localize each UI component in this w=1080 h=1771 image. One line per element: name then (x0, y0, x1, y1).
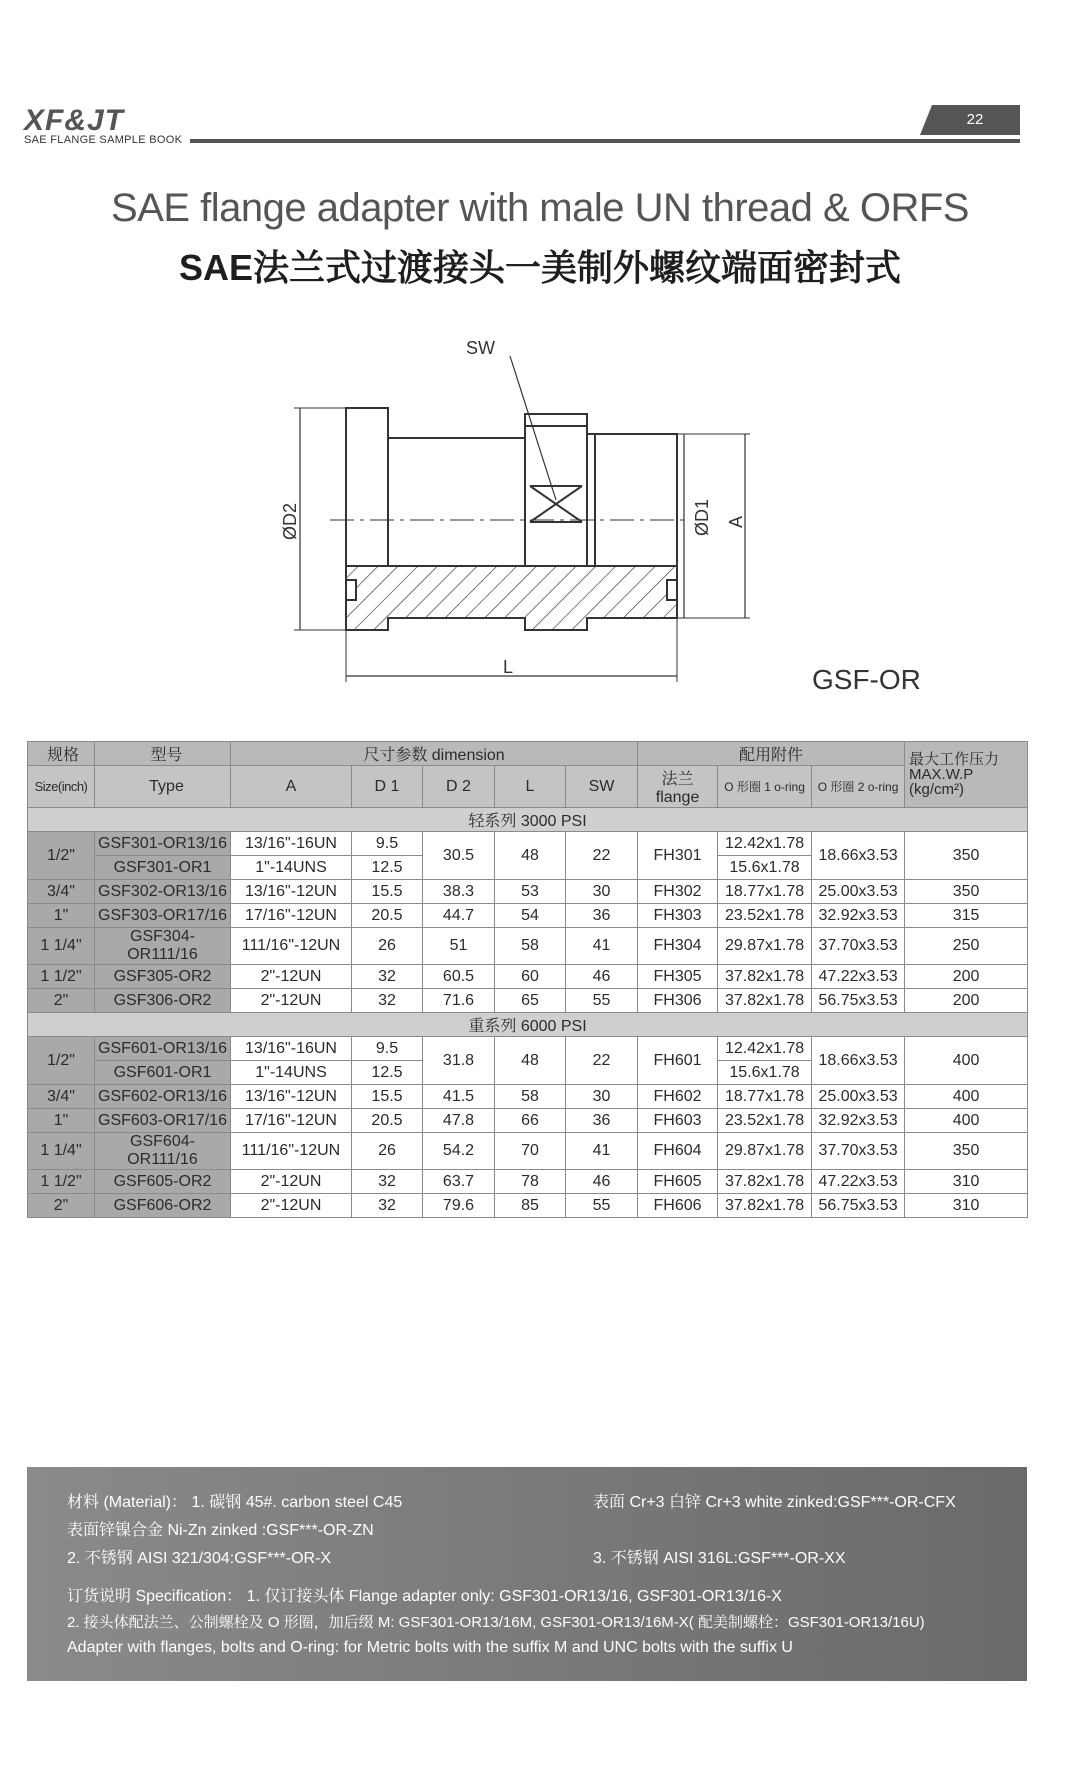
cell-a: 2"-12UN (231, 965, 352, 989)
page-title-cn: SAE法兰式过渡接头一美制外螺纹端面密封式 (178, 247, 902, 288)
cell-pressure: 310 (905, 1170, 1028, 1194)
cell-d2: 31.8 (423, 1037, 495, 1085)
cell-sw: 36 (566, 904, 638, 928)
header-pressure-cn: 最大工作压力 (909, 751, 1000, 768)
cell-oring1: 37.82x1.78 (718, 1170, 812, 1194)
cell-oring1: 29.87x1.78 (718, 1133, 812, 1170)
cell-a: 13/16"-12UN (231, 880, 352, 904)
table-row (28, 928, 1028, 965)
cell-l: 48 (495, 832, 566, 880)
cell-a: 1"-14UNS (231, 1061, 352, 1085)
cell-flange: FH602 (638, 1085, 718, 1109)
header-flange: 法兰 flange (638, 766, 718, 808)
cell-type: GSF306-OR2 (95, 989, 231, 1013)
cell-oring2: 25.00x3.53 (812, 880, 905, 904)
cell-a: 2"-12UN (231, 989, 352, 1013)
header-type: Type (95, 766, 231, 808)
cell-d1: 32 (352, 1194, 423, 1218)
header-pressure (905, 742, 1028, 808)
page-number: 22 (966, 111, 984, 128)
table-row (28, 1194, 1028, 1218)
cell-l: 60 (495, 965, 566, 989)
section-title: 轻系列 3000 PSI (28, 808, 1028, 832)
header-d1: D 1 (352, 766, 423, 808)
model-code: GSF-OR (812, 664, 921, 695)
header-sw: SW (566, 766, 638, 808)
cell-size: 1 1/2" (28, 965, 95, 989)
material-line-2: 表面锌镍合金 Ni-Zn zinked :GSF***-OR-ZN (67, 1522, 374, 1539)
cell-pressure: 200 (905, 965, 1028, 989)
header-pressure-en: MAX.W.P (909, 766, 974, 783)
cell-d2: 44.7 (423, 904, 495, 928)
cell-d1: 9.5 (352, 1037, 423, 1061)
cell-oring2: 25.00x3.53 (812, 1085, 905, 1109)
cell-sw: 46 (566, 1170, 638, 1194)
cell-type: GSF605-OR2 (95, 1170, 231, 1194)
brand-logo: XF&JT (24, 104, 125, 137)
cell-pressure: 400 (905, 1109, 1028, 1133)
cell-oring1: 18.77x1.78 (718, 1085, 812, 1109)
cell-d1: 32 (352, 989, 423, 1013)
cell-d2: 54.2 (423, 1133, 495, 1170)
cell-oring1: 15.6x1.78 (718, 856, 812, 880)
cell-d1: 20.5 (352, 904, 423, 928)
header-oring1: O 形圈 1 o-ring (718, 766, 812, 808)
header-type-cn: 型号 (95, 742, 231, 766)
header-size-cn: 规格 (28, 742, 95, 766)
material-line-1-right: 表面 Cr+3 白锌 Cr+3 white zinked:GSF***-OR-CFX (593, 1494, 956, 1511)
cell-sw: 55 (566, 989, 638, 1013)
cell-flange: FH601 (638, 1037, 718, 1085)
cell-d1: 26 (352, 1133, 423, 1170)
cell-pressure: 250 (905, 928, 1028, 965)
cell-type: GSF304-OR111/16 (95, 928, 231, 965)
cell-sw: 22 (566, 832, 638, 880)
cell-flange: FH604 (638, 1133, 718, 1170)
table-row (28, 965, 1028, 989)
cell-l: 66 (495, 1109, 566, 1133)
cell-size: 1" (28, 1109, 95, 1133)
cell-oring2: 47.22x3.53 (812, 1170, 905, 1194)
cell-l: 48 (495, 1037, 566, 1085)
label-l: L (503, 657, 514, 677)
cell-d2: 71.6 (423, 989, 495, 1013)
cell-flange: FH306 (638, 989, 718, 1013)
cell-oring1: 37.82x1.78 (718, 965, 812, 989)
header-dimension: 尺寸参数 dimension (231, 742, 638, 766)
table-row (28, 1085, 1028, 1109)
cell-a: 2"-12UN (231, 1194, 352, 1218)
cell-oring2: 32.92x3.53 (812, 904, 905, 928)
cell-flange: FH302 (638, 880, 718, 904)
table-row (28, 904, 1028, 928)
cell-oring1: 15.6x1.78 (718, 1061, 812, 1085)
header-accessories: 配用附件 (638, 742, 905, 766)
spec-line-1: 订货说明 Specification： 1. 仅订接头体 Flange adapter only: GSF301-OR13/16, GSF301-OR13/16-X (67, 1588, 782, 1605)
cell-pressure: 200 (905, 989, 1028, 1013)
cell-a: 1"-14UNS (231, 856, 352, 880)
cell-oring1: 37.82x1.78 (718, 1194, 812, 1218)
label-d1: ØD1 (692, 498, 712, 536)
cell-a: 17/16"-12UN (231, 904, 352, 928)
cell-oring1: 23.52x1.78 (718, 904, 812, 928)
cell-d1: 12.5 (352, 856, 423, 880)
label-a: A (726, 515, 746, 528)
page-title-en: SAE flange adapter with male UN thread & ORFS (111, 186, 969, 230)
cell-d2: 47.8 (423, 1109, 495, 1133)
section-row (28, 1013, 1028, 1037)
cell-sw: 41 (566, 928, 638, 965)
cell-oring1: 37.82x1.78 (718, 989, 812, 1013)
cell-d1: 32 (352, 1170, 423, 1194)
cell-type: GSF604-OR111/16 (95, 1133, 231, 1170)
cell-d2: 79.6 (423, 1194, 495, 1218)
table-row (28, 1170, 1028, 1194)
cell-type: GSF301-OR1 (95, 856, 231, 880)
cell-sw: 46 (566, 965, 638, 989)
cell-oring1: 18.77x1.78 (718, 880, 812, 904)
cell-size: 1/2" (28, 1037, 95, 1085)
cell-pressure: 350 (905, 832, 1028, 880)
cell-a: 13/16"-16UN (231, 1037, 352, 1061)
cell-size: 3/4" (28, 1085, 95, 1109)
cell-flange: FH304 (638, 928, 718, 965)
label-sw: SW (466, 338, 495, 358)
cell-l: 53 (495, 880, 566, 904)
cell-a: 13/16"-12UN (231, 1085, 352, 1109)
cell-size: 1" (28, 904, 95, 928)
cell-oring2: 47.22x3.53 (812, 965, 905, 989)
cell-type: GSF606-OR2 (95, 1194, 231, 1218)
cell-pressure: 350 (905, 880, 1028, 904)
section-row (28, 808, 1028, 832)
cell-sw: 30 (566, 880, 638, 904)
cell-type: GSF302-OR13/16 (95, 880, 231, 904)
cell-pressure: 400 (905, 1085, 1028, 1109)
brand-subtitle: SAE FLANGE SAMPLE BOOK (24, 134, 183, 146)
spec-line-2: 2. 接头体配法兰、公制螺栓及 O 形圈，加后缀 M: GSF301-OR13/16M, GSF301-OR13/16M-X( 配美制螺栓：GSF301-OR13/16U) (67, 1614, 925, 1631)
cell-d1: 20.5 (352, 1109, 423, 1133)
cell-oring2: 37.70x3.53 (812, 928, 905, 965)
spec-table (27, 741, 1028, 1218)
material-line-3: 2. 不锈钢 AISI 321/304:GSF***-OR-X (67, 1550, 332, 1567)
cell-size: 3/4" (28, 880, 95, 904)
cell-flange: FH603 (638, 1109, 718, 1133)
header-size: Size(inch) (28, 766, 95, 808)
cell-oring2: 18.66x3.53 (812, 832, 905, 880)
cell-oring2: 18.66x3.53 (812, 1037, 905, 1085)
cell-pressure: 315 (905, 904, 1028, 928)
table-row (28, 989, 1028, 1013)
table-row (28, 832, 1028, 856)
cell-size: 1/2" (28, 832, 95, 880)
cell-sw: 30 (566, 1085, 638, 1109)
header-d2: D 2 (423, 766, 495, 808)
cell-d1: 15.5 (352, 1085, 423, 1109)
header-l: L (495, 766, 566, 808)
cell-type: GSF305-OR2 (95, 965, 231, 989)
cell-l: 85 (495, 1194, 566, 1218)
cell-flange: FH301 (638, 832, 718, 880)
spec-line-3: Adapter with flanges, bolts and O-ring: for Metric bolts with the suffix M and UNC bolts with the suffix U (67, 1639, 793, 1656)
cell-pressure: 350 (905, 1133, 1028, 1170)
cell-type: GSF603-OR17/16 (95, 1109, 231, 1133)
cell-size: 1 1/2" (28, 1170, 95, 1194)
cell-pressure: 400 (905, 1037, 1028, 1085)
cell-l: 58 (495, 1085, 566, 1109)
cell-a: 13/16"-16UN (231, 832, 352, 856)
header-pressure-unit: (kg/cm²) (909, 781, 965, 798)
cell-oring1: 12.42x1.78 (718, 1037, 812, 1061)
cell-a: 111/16"-12UN (231, 1133, 352, 1170)
cell-oring1: 23.52x1.78 (718, 1109, 812, 1133)
cell-flange: FH605 (638, 1170, 718, 1194)
header-a: A (231, 766, 352, 808)
cell-size: 2" (28, 989, 95, 1013)
cell-size: 2" (28, 1194, 95, 1218)
cell-d1: 32 (352, 965, 423, 989)
cell-d2: 30.5 (423, 832, 495, 880)
cell-flange: FH606 (638, 1194, 718, 1218)
cell-a: 111/16"-12UN (231, 928, 352, 965)
cell-type: GSF303-OR17/16 (95, 904, 231, 928)
cell-flange: FH305 (638, 965, 718, 989)
cell-d2: 38.3 (423, 880, 495, 904)
material-line-3-right: 3. 不锈钢 AISI 316L:GSF***-OR-XX (593, 1550, 846, 1567)
cell-sw: 36 (566, 1109, 638, 1133)
cell-sw: 22 (566, 1037, 638, 1085)
cell-l: 78 (495, 1170, 566, 1194)
table-row (28, 1133, 1028, 1170)
material-line-1: 材料 (Material)： 1. 碳钢 45#. carbon steel C45 (67, 1494, 403, 1511)
header-rule (190, 139, 1020, 143)
cell-l: 65 (495, 989, 566, 1013)
cell-l: 58 (495, 928, 566, 965)
cell-d1: 15.5 (352, 880, 423, 904)
cell-d1: 9.5 (352, 832, 423, 856)
cell-type: GSF301-OR13/16 (95, 832, 231, 856)
cell-a: 17/16"-12UN (231, 1109, 352, 1133)
cell-d2: 41.5 (423, 1085, 495, 1109)
header-oring2: O 形圈 2 o-ring (812, 766, 905, 808)
cell-type: GSF602-OR13/16 (95, 1085, 231, 1109)
cell-sw: 41 (566, 1133, 638, 1170)
cell-d2: 51 (423, 928, 495, 965)
cell-d1: 26 (352, 928, 423, 965)
table-row (28, 880, 1028, 904)
cell-sw: 55 (566, 1194, 638, 1218)
cell-type: GSF601-OR13/16 (95, 1037, 231, 1061)
cell-oring1: 29.87x1.78 (718, 928, 812, 965)
cell-type: GSF601-OR1 (95, 1061, 231, 1085)
cell-size: 1 1/4" (28, 928, 95, 965)
footer-notes (27, 1467, 1027, 1681)
cell-a: 2"-12UN (231, 1170, 352, 1194)
cell-oring2: 56.75x3.53 (812, 989, 905, 1013)
technical-drawing (0, 330, 1080, 700)
cell-flange: FH303 (638, 904, 718, 928)
cell-d2: 63.7 (423, 1170, 495, 1194)
cell-oring2: 32.92x3.53 (812, 1109, 905, 1133)
cell-l: 70 (495, 1133, 566, 1170)
table-row (28, 1109, 1028, 1133)
cell-pressure: 310 (905, 1194, 1028, 1218)
cell-d1: 12.5 (352, 1061, 423, 1085)
cell-oring1: 12.42x1.78 (718, 832, 812, 856)
cell-l: 54 (495, 904, 566, 928)
cell-d2: 60.5 (423, 965, 495, 989)
label-d2: ØD2 (280, 502, 300, 540)
cell-size: 1 1/4" (28, 1133, 95, 1170)
table-row (28, 1037, 1028, 1061)
cell-oring2: 37.70x3.53 (812, 1133, 905, 1170)
section-title: 重系列 6000 PSI (28, 1013, 1028, 1037)
cell-oring2: 56.75x3.53 (812, 1194, 905, 1218)
